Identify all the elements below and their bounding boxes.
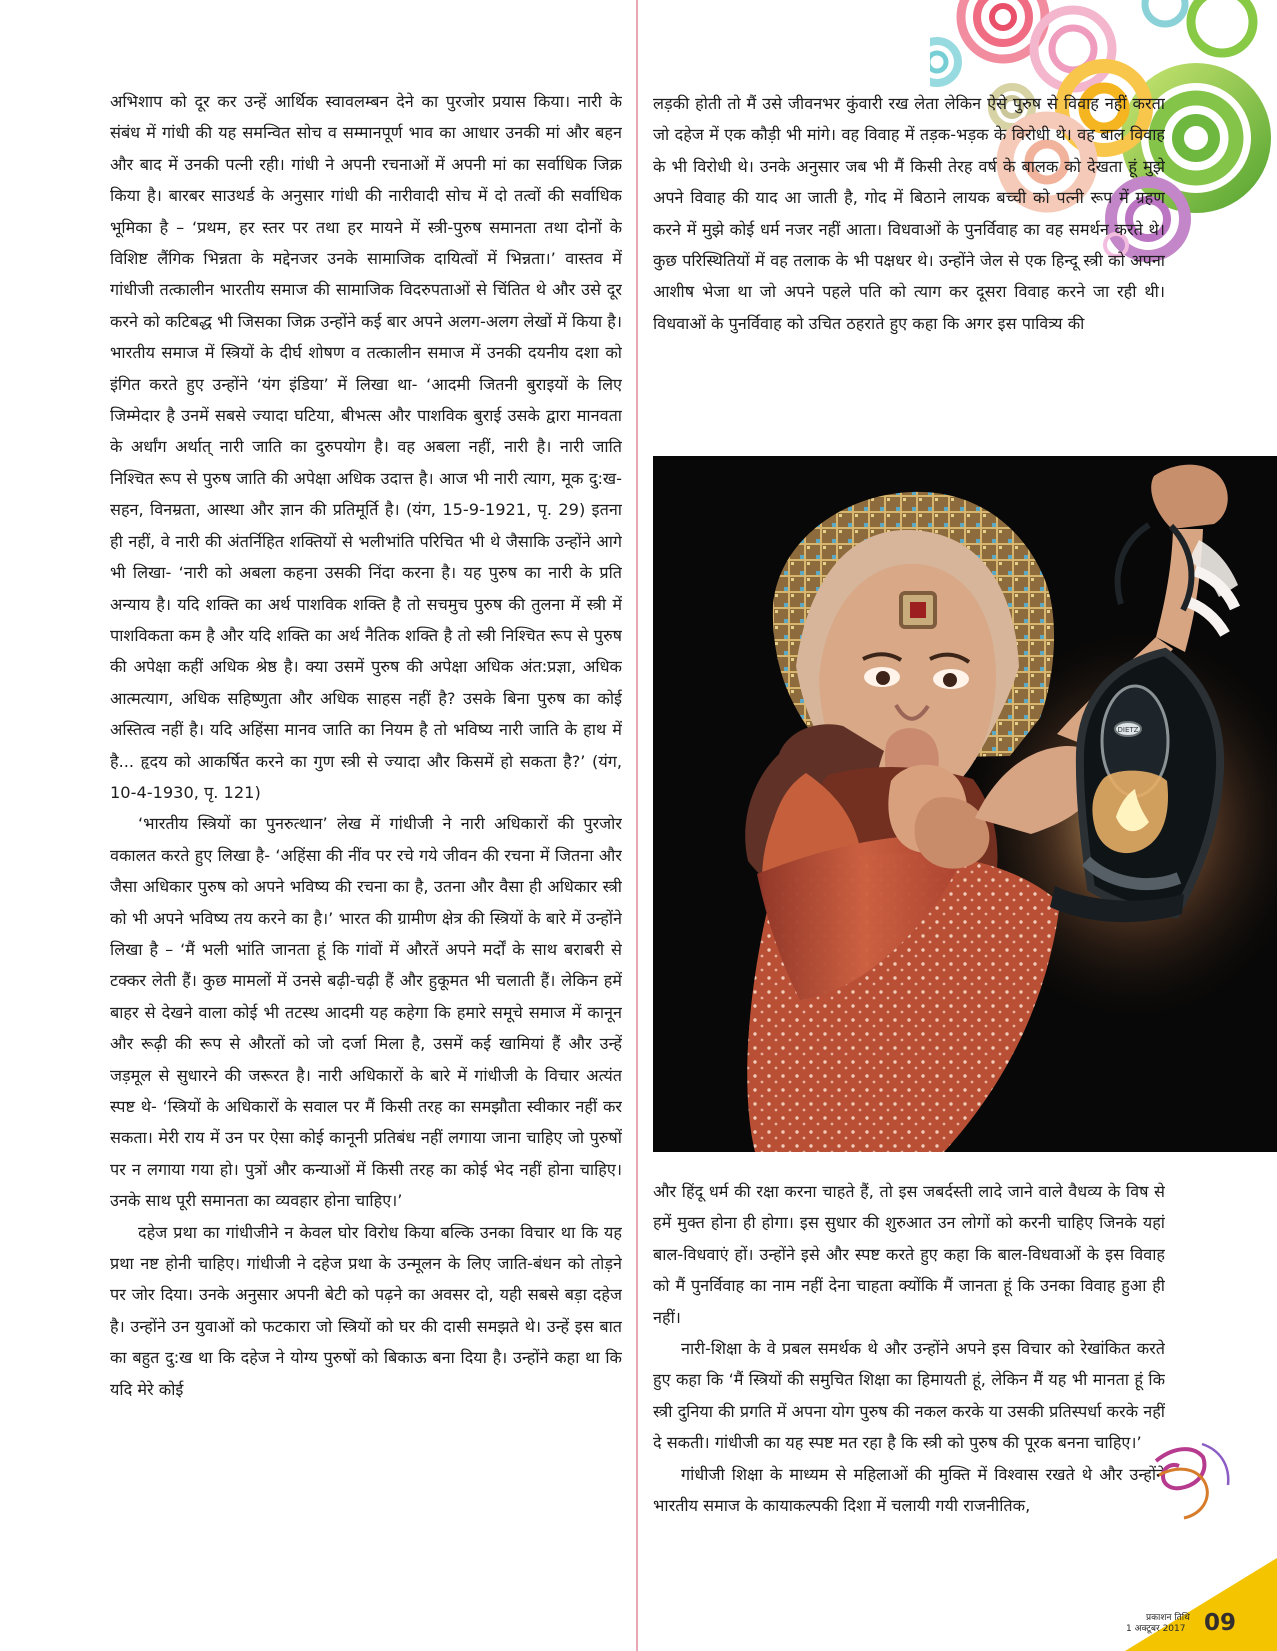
paragraph-left-2: ‘भारतीय स्त्रियों का पुनरुत्थान’ लेख में गांधीजी ने नारी अधिकारों की पुरजोर वकालत करते हुए लिखा है- ‘अहिंसा की नींव पर रचे गये जीवन की रचना में जितना और जैसा अधिकार पुरुष को अपने भविष्य की रचना का है, उतना और वैसा ही अधिकार स्त्री को भी अपने भविष्य तय करने का है।’ भारत की ग्रामीण क्षेत्र की स्त्रियों के बारे में उन्होंने लिखा है – ‘मैं भली भांति जानता हूं कि गांवों में औरतें अपने मर्दों के साथ बराबरी से टक्कर लेती हैं। कुछ मामलों में उनसे बढ़ी-चढ़ी हैं और हुकूमत भी चलाती हैं। लेकिन हमें बाहर से देखने वाला कोई भी तटस्थ आदमी यह कहेगा कि हमारे समूचे समाज में कानून और रूढ़ी की रूप से औरतों को जो दर्जा मिला है, उसमें कई खामियां हैं और उन्हें जड़मूल से सुधारने की जरूरत है। नारी अधिकारों के बारे में गांधीजी के विचार अत्यंत स्पष्ट थे- ‘स्त्रियों के अधिकारों के सवाल पर मैं किसी तरह का समझौता स्वीकार नहीं कर सकता। मेरी राय में उन पर ऐसा कोई कानूनी प्रतिबंध नहीं लगाया जाना चाहिए जो पुरुषों पर न लगाया गया हो। पुत्रों और कन्याओं में किसी तरह का कोई भेद नहीं होना चाहिए। उनके साथ पूरी समानता का व्यवहार होना चाहिए।’ [110, 814, 622, 1211]
paragraph-right-top-1: लड़की होती तो मैं उसे जीवनभर कुंवारी रख लेता लेकिन ऐसे पुरुष से विवाह नहीं करता जो दहेज में एक कौड़ी भी मांगे। वह विवाह में तड़क-भड़क के विरोधी थे। वह बाल विवाह के भी विरोधी थे। उनके अनुसार जब भी मैं किसी तेरह वर्ष के बालक को देखता हूं मुझे अपने विवाह की याद आ जाती है, गोद में बिठाने लायक बच्ची को पत्नी रूप में ग्रहण करने में मुझे कोई धर्म नजर नहीं आता। विधवाओं के पुनर्विवाह का वह समर्थन करते थे। कुछ परिस्थितियों में वह तलाक के भी पक्षधर थे। उन्होंने जेल से एक हिन्दू स्त्री को अपना आशीष भेजा था जो अपने पहले पति को त्याग कर दूसरा विवाह करने जा रही थी। विधवाओं के पुनर्विवाह को उचित ठहराते हुए कहा कि अगर इस पावित्र्य की [653, 94, 1165, 333]
left-text-column [110, 86, 622, 1621]
paragraph-left-1: अभिशाप को दूर कर उन्हें आर्थिक स्वावलम्बन देने का पुरजोर प्रयास किया। नारी के संबंध में गांधी की यह समन्वित सोच व सम्मानपूर्ण भाव का आधार उनकी मां और बहन और बाद में उनकी पत्नी रही। गांधी ने अपनी रचनाओं में अपनी मां का सर्वाधिक जिक्र किया है। बारबर साउथर्ड के अनुसार गांधी की नारीवादी सोच में दो तत्वों की सर्वाधिक भूमिका है – ‘प्रथम, हर स्तर पर तथा हर मायने में स्त्री-पुरुष समानता तथा दोनों के विशिष्ट लैंगिक भिन्नता के मद्देनजर उनके सामाजिक दायित्वों में भिन्नता।’ वास्तव में गांधीजी तत्कालीन भारतीय समाज की सामाजिक विदरुपताओं से चिंतित थे और उसे दूर करने को कटिबद्ध भी जिसका जिक्र उन्होंने कई बार अपने अलग-अलग लेखों में किया है। भारतीय समाज में स्त्रियों के दीर्घ शोषण व तत्कालीन समाज में उनकी दयनीय दशा को इंगित करते हुए उन्होंने ‘यंग इंडिया’ में लिखा था- ‘आदमी जितनी बुराइयों के लिए जिम्मेदार है उनमें सबसे ज्यादा घटिया, बीभत्स और पाशविक बुराई उसके द्वारा मानवता के अर्धांग अर्थात् नारी जाति का दुरुपयोग है। वह अबला नहीं, नारी है। नारी जाति निश्चित रूप से पुरुष जाति की अपेक्षा अधिक उदात्त है। आज भी नारी त्याग, मूक दु:ख-सहन, विनम्रता, आस्था और ज्ञान की प्रतिमूर्ति है। (यंग, 15-9-1921, पृ. 29) इतना ही नहीं, वे नारी की अंतर्निहित शक्तियों से भलीभांति परिचित भी थे जैसाकि उन्होंने आगे भी लिखा- ‘नारी को अबला कहना उसकी निंदा करना है। यह पुरुष का नारी के प्रति अन्याय है। यदि शक्ति का अर्थ पाशविक शक्ति है तो सचमुच पुरुष की तुलना में स्त्री में पाशविकता कम है और यदि शक्ति का अर्थ नैतिक शक्ति है तो स्त्री निश्चित रूप से पुरुष की अपेक्षा कहीं अधिक श्रेष्ठ है। क्या उसमें पुरुष की अपेक्षा अधिक अंत:प्रज्ञा, अधिक आत्मत्याग, अधिक सहिष्णुता और अधिक साहस नहीं है? उसके बिना पुरुष का कोई अस्तित्व नहीं है। यदि अहिंसा मानव जाति का नियम है तो भविष्य नारी जाति के हाथ में है... हृदय को आकर्षित करने का गुण स्त्री से ज्यादा और किसमें हो सकता है?’ (यंग, 10-4-1930, पृ. 121) [110, 92, 622, 802]
lantern-brand-label: DIETZ [1117, 726, 1139, 734]
page-number: 09 [1204, 1610, 1237, 1636]
woman-with-lantern-photo [653, 456, 1277, 1152]
paragraph-right-bottom-2: नारी-शिक्षा के वे प्रबल समर्थक थे और उन्होंने अपने इस विचार को रेखांकित करते हुए कहा कि ‘मैं स्त्रियों की समुचित शिक्षा का हिमायती हूं, लेकिन मैं यह भी मानता हूं कि स्त्री दुनिया की प्रगति में अपना योग पुरुष की नकल करके या उसकी प्रतिस्पर्धा करके नहीं दे सकती। गांधीजी का यह स्पष्ट मत रहा है कि स्त्री को पुरुष की पूरक बनना चाहिए।’ [653, 1339, 1165, 1453]
paragraph-right-bottom-3: गांधीजी शिक्षा के माध्यम से महिलाओं की मुक्ति में विश्वास रखते थे और उन्होंने भारतीय समाज के कायाकल्पकी दिशा में चलायी गयी राजनीतिक, [653, 1464, 1165, 1516]
right-top-text-column [653, 88, 1165, 448]
publication-date: 1 अक्टूबर 2017 [1126, 1624, 1186, 1634]
page-footer [1126, 1610, 1237, 1641]
paragraph-right-bottom-1: और हिंदू धर्म की रक्षा करना चाहते हैं, तो इस जबर्दस्ती लादे जाने वाले वैधव्य के विष से हमें मुक्त होना ही होगा। इस सुधार की शुरुआत उन लोगों को करनी चाहिए जिनके यहां बाल-विधवाएं हों। उन्होंने इसे और स्पष्ट करते हुए कहा कि बाल-विधवाओं के इस विवाह को मैं पुनर्विवाह का नाम नहीं देना चाहता क्योंकि मैं जानता हूं कि उनका विवाह हुआ ही नहीं। [653, 1182, 1165, 1327]
column-divider [636, 0, 638, 1651]
paragraph-left-3: दहेज प्रथा का गांधीजीने न केवल घोर विरोध किया बल्कि उनका विचार था कि यह प्रथा नष्ट होनी चाहिए। गांधीजी ने दहेज प्रथा के उन्मूलन के लिए जाति-बंधन को तोड़ने पर जोर दिया। उनके अनुसार अपनी बेटी को पढ़ने का अवसर दो, यही सबसे बड़ा दहेज है। उन्होंने उन युवाओं को फटकारा जो स्त्रियों को घर की दासी समझते थे। उन्हें इस बात का बहुत दु:ख था कि दहेज ने योग्य पुरुषों को बिकाऊ बना दिया है। उन्होंने कहा था कि यदि मेरे कोई [110, 1222, 622, 1399]
publication-label: प्रकाशन तिथि [1146, 1613, 1190, 1623]
